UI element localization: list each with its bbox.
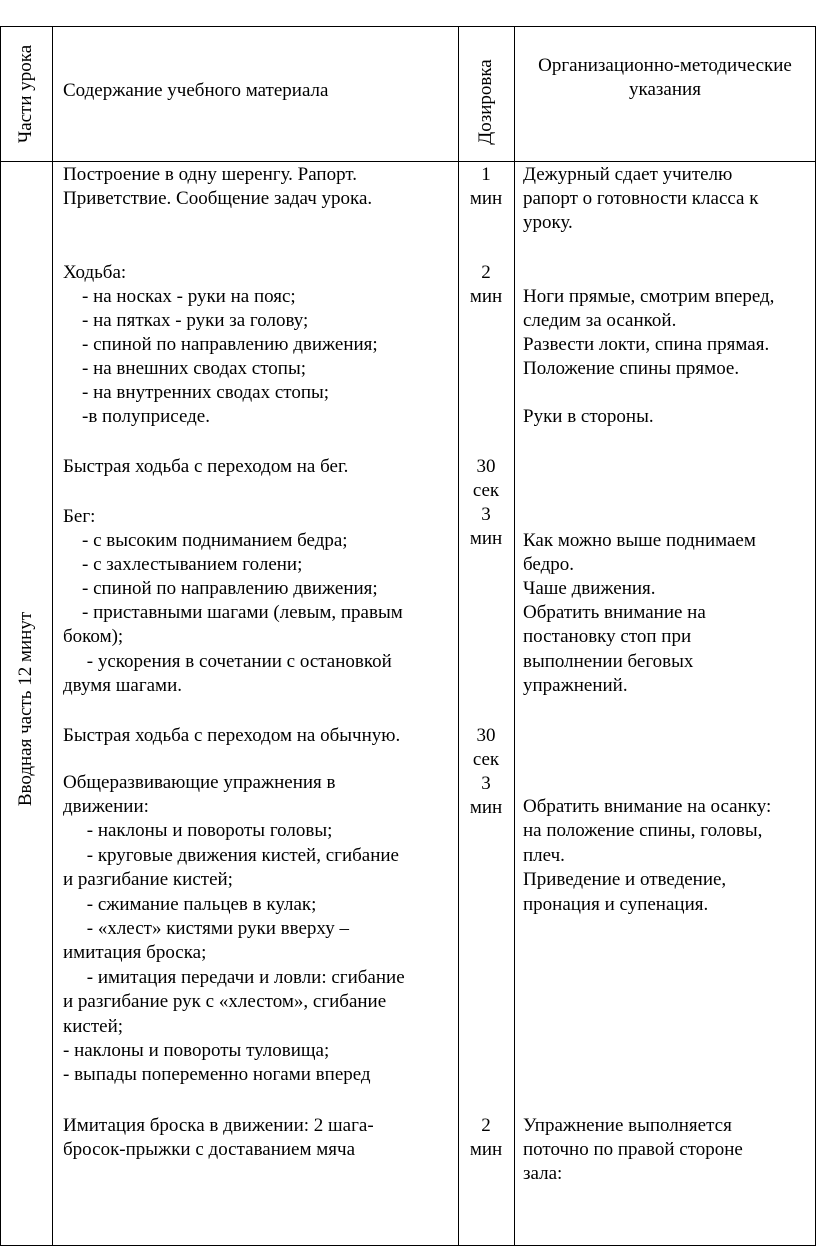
content-line: - сжимание пальцев в кулак; (63, 894, 317, 915)
guidance-line: Упражнение выполняется (523, 1115, 732, 1136)
content-line: - на внутренних сводах стопы; (63, 382, 330, 403)
content-line: - на внешних сводах стопы; (63, 358, 306, 379)
content-line: - круговые движения кистей, сгибание (63, 845, 399, 866)
content-line: - приставными шагами (левым, правым (63, 602, 403, 623)
guidance-line: выполнении беговых (523, 651, 694, 672)
table-column-divider-1 (52, 26, 53, 1246)
content-line: двумя шагами. (63, 675, 182, 696)
content-line: - спиной по направлению движения; (63, 334, 378, 355)
table-column-divider-2 (458, 26, 459, 1246)
content-line: - «хлест» кистями руки вверху – (63, 918, 349, 939)
dosage-line: 30 (476, 456, 496, 477)
content-line: Общеразвивающие упражнения в (63, 772, 336, 793)
guidance-line: Развести локти, спина прямая. (523, 334, 770, 355)
header-content: Содержание учебного материала (63, 80, 329, 101)
content-line: - ускорения в сочетании с остановкой (63, 651, 392, 672)
dosage-line: 3 (481, 504, 491, 525)
guidance-line: Руки в стороны. (523, 406, 654, 427)
guidance-line: Чаше движения. (523, 578, 656, 599)
header-guidance-line2: указания (629, 79, 701, 100)
content-line: Быстрая ходьба с переходом на бег. (63, 456, 349, 477)
header-dosage: Дозировка (475, 59, 496, 145)
dosage-line: 2 (481, 262, 491, 283)
dosage-line: мин (469, 797, 503, 818)
content-line: и разгибание кистей; (63, 869, 233, 890)
content-line: и разгибание рук с «хлестом», сгибание (63, 991, 387, 1012)
table-border-left (0, 26, 1, 1246)
content-line: - на пятках - руки за голову; (63, 310, 309, 331)
guidance-line: Положение спины прямое. (523, 358, 740, 379)
content-line: кистей; (63, 1016, 124, 1037)
guidance-line: рапорт о готовности класса к (523, 188, 759, 209)
guidance-line: поточно по правой стороне (523, 1139, 743, 1160)
guidance-line: плеч. (523, 845, 565, 866)
dosage-line: мин (469, 1139, 503, 1160)
content-line: - с захлестыванием голени; (63, 554, 303, 575)
dosage-line: 3 (481, 773, 491, 794)
guidance-line: постановку стоп при (523, 626, 692, 647)
content-line: Построение в одну шеренгу. Рапорт. (63, 164, 357, 185)
content-line: - спиной по направлению движения; (63, 578, 378, 599)
guidance-line: Ноги прямые, смотрим вперед, (523, 286, 775, 307)
content-line: -в полуприседе. (63, 406, 210, 427)
dosage-line: 30 (476, 725, 496, 746)
guidance-line: пронация и супенация. (523, 894, 709, 915)
dosage-line: сек (472, 749, 500, 770)
section-label: Вводная часть 12 минут (15, 611, 36, 807)
content-line: - на носках - руки на пояс; (63, 286, 296, 307)
guidance-line: Приведение и отведение, (523, 869, 727, 890)
guidance-line: на положение спины, головы, (523, 820, 763, 841)
guidance-line: зала: (523, 1163, 563, 1184)
content-line: бросок-прыжки с доставанием мяча (63, 1139, 356, 1160)
table-border-bottom (0, 1245, 816, 1246)
guidance-line: Обратить внимание на (523, 602, 706, 623)
content-line: Ходьба: (63, 262, 127, 283)
dosage-line: мин (469, 528, 503, 549)
table-column-divider-3 (514, 26, 515, 1246)
dosage-line: 1 (481, 164, 491, 185)
guidance-line: Дежурный сдает учителю (523, 164, 733, 185)
content-line: - имитация передачи и ловли: сгибание (63, 967, 405, 988)
content-line: - наклоны и повороты туловища; (63, 1040, 330, 1061)
content-line: - выпады попеременно ногами вперед (63, 1064, 371, 1085)
guidance-line: Обратить внимание на осанку: (523, 796, 772, 817)
dosage-line: мин (469, 286, 503, 307)
guidance-line: Как можно выше поднимаем (523, 530, 756, 551)
guidance-line: уроку. (523, 212, 573, 233)
content-line: - наклоны и повороты головы; (63, 820, 333, 841)
dosage-line: мин (469, 188, 503, 209)
content-line: движении: (63, 796, 149, 817)
content-line: Быстрая ходьба с переходом на обычную. (63, 725, 401, 746)
table-border-top (0, 26, 816, 27)
guidance-line: бедро. (523, 554, 575, 575)
guidance-line: упражнений. (523, 675, 628, 696)
content-line: Бег: (63, 506, 96, 527)
dosage-line: сек (472, 480, 500, 501)
guidance-line: следим за осанкой. (523, 310, 677, 331)
header-parts: Части урока (15, 44, 36, 144)
content-line: - с высоким подниманием бедра; (63, 530, 348, 551)
header-guidance-line1: Организационно-методические (538, 55, 792, 76)
content-line: Приветствие. Сообщение задач урока. (63, 188, 373, 209)
content-line: имитация броска; (63, 942, 207, 963)
content-line: Имитация броска в движении: 2 шага- (63, 1115, 374, 1136)
table-header-divider (0, 161, 816, 162)
dosage-line: 2 (481, 1115, 491, 1136)
content-line: боком); (63, 626, 124, 647)
